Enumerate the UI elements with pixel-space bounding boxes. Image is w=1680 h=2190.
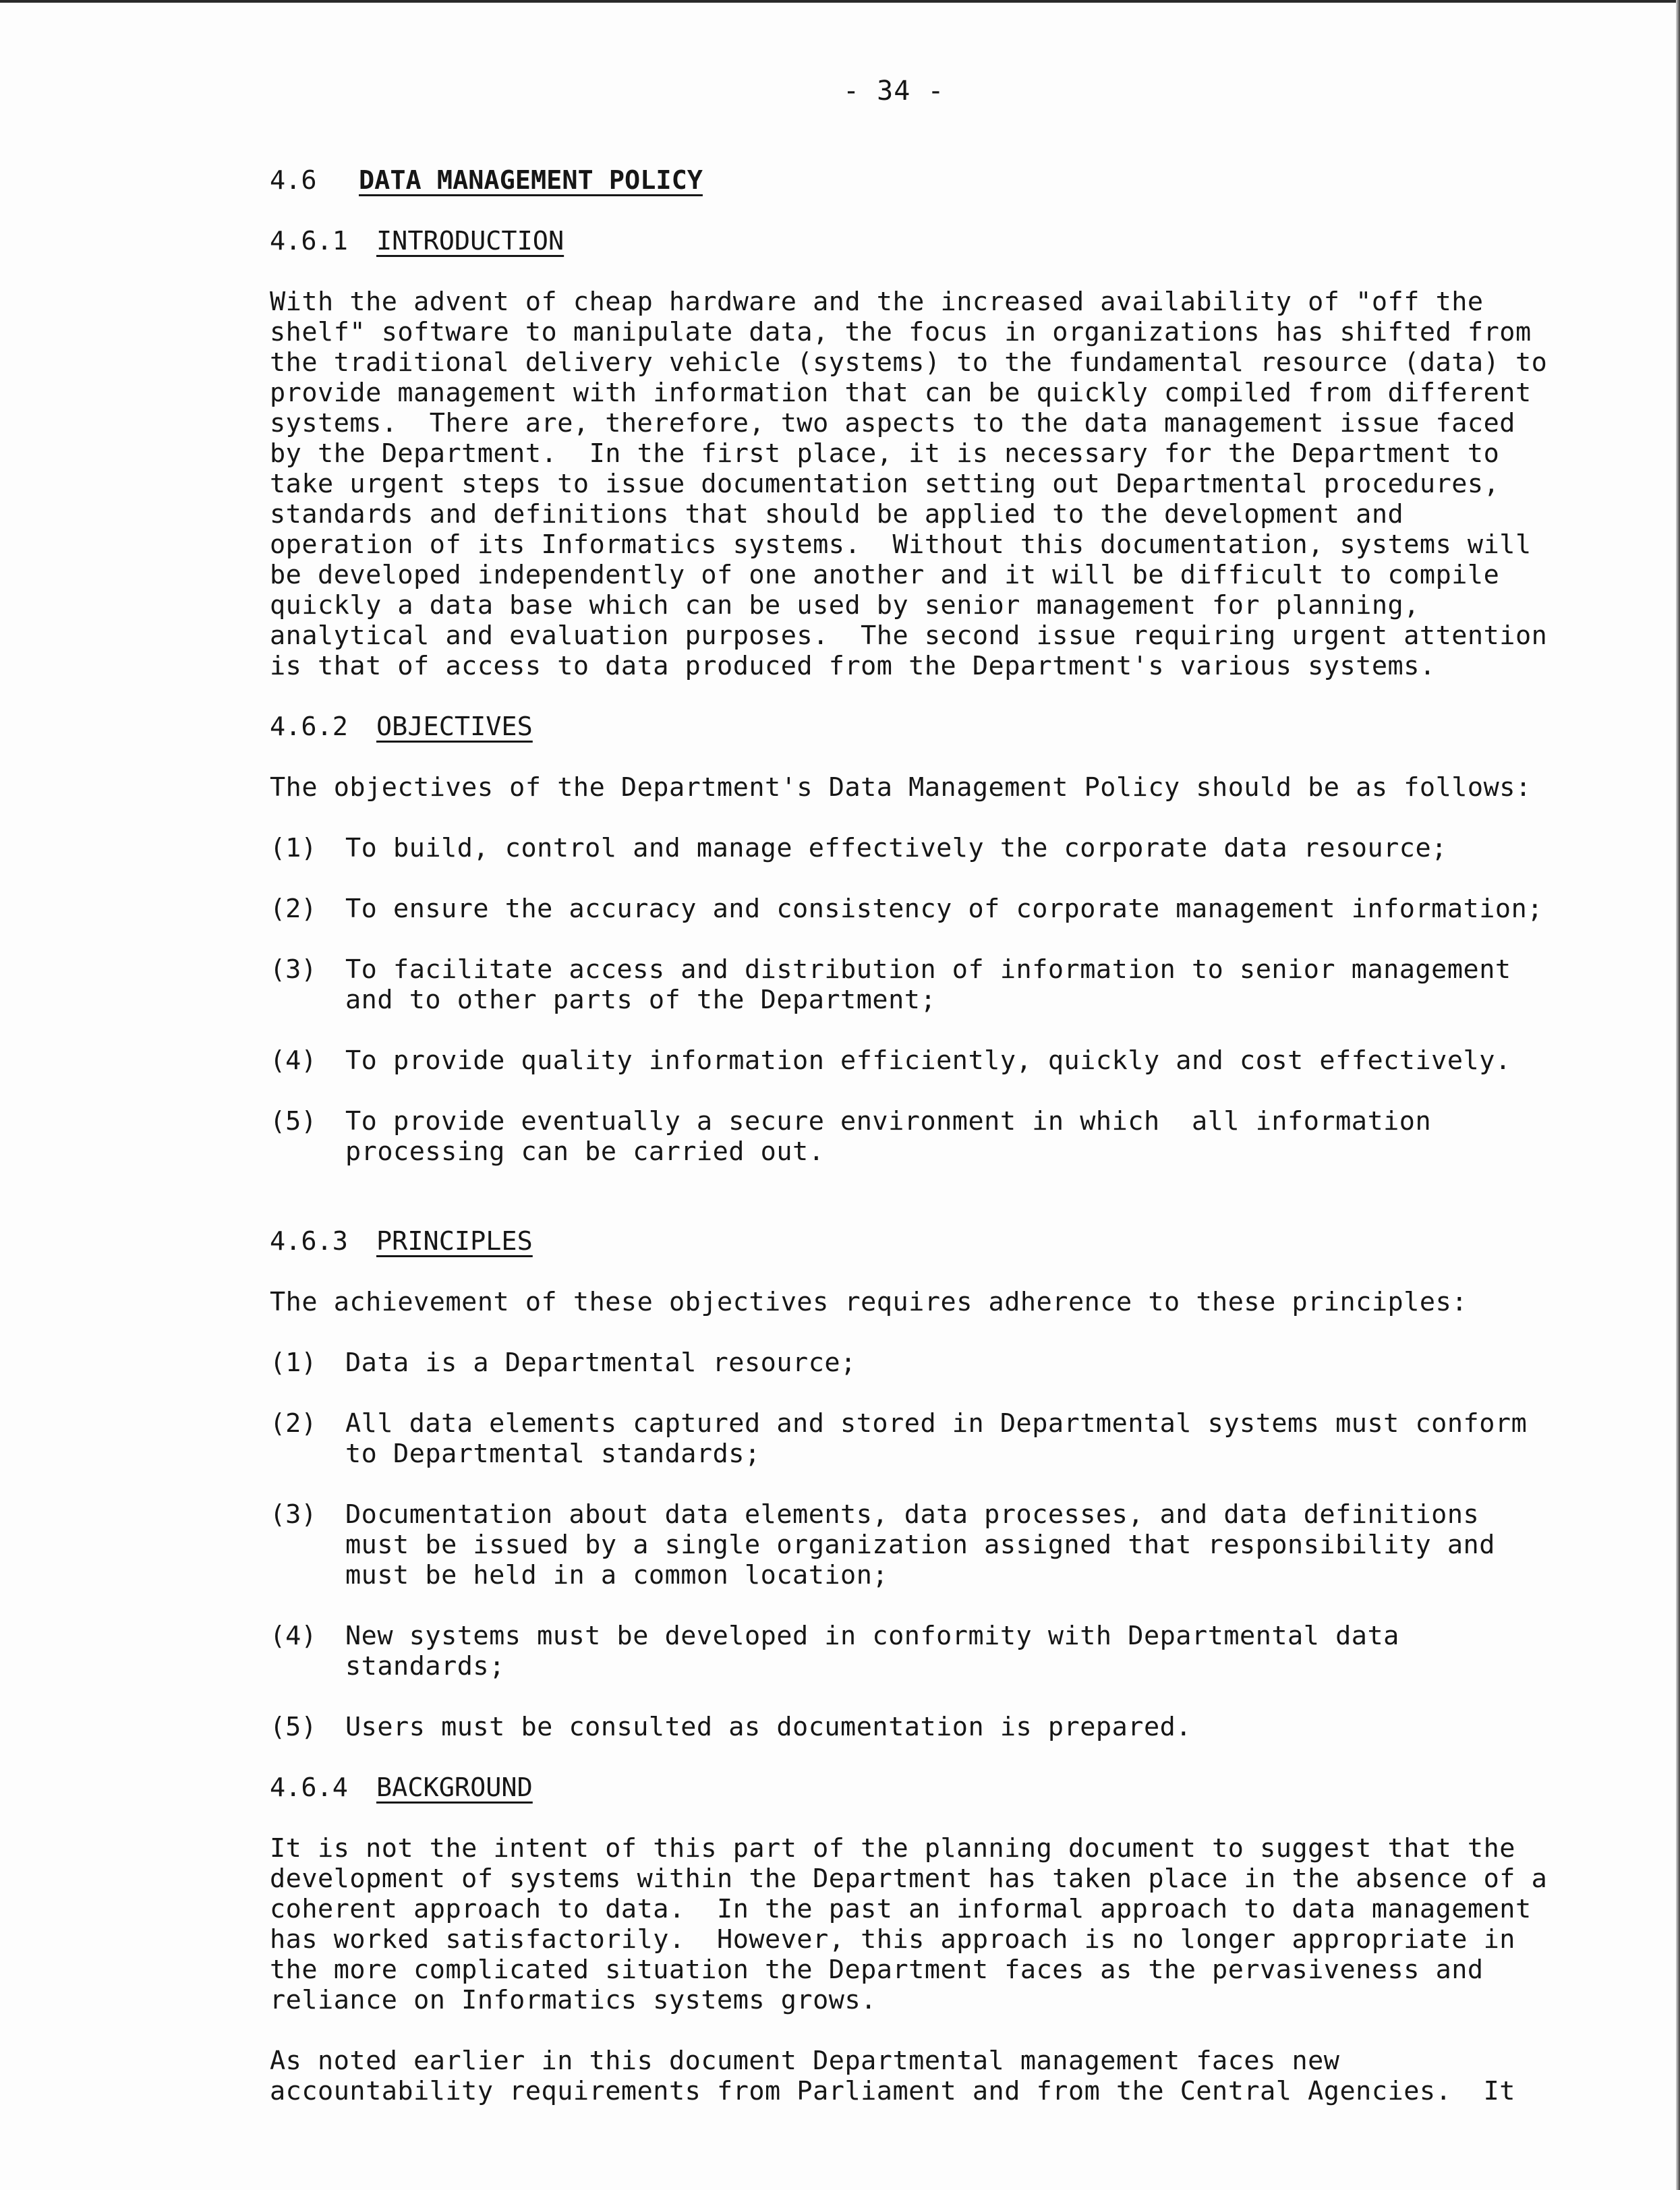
list-line: To provide eventually a secure environment in which all information bbox=[345, 1106, 1432, 1136]
paragraph-line: analytical and evaluation purposes. The second issue requiring urgent attention bbox=[270, 621, 1548, 651]
page-number: - 34 - bbox=[843, 76, 945, 107]
objectives-title: OBJECTIVES bbox=[376, 712, 533, 742]
background-title: BACKGROUND bbox=[376, 1773, 533, 1803]
paragraph-line: standards and definitions that should be applied to the development and bbox=[270, 499, 1404, 529]
background-paragraph-2 bbox=[270, 2046, 1515, 2106]
paragraph-line: development of systems within the Department has taken place in the absence of a bbox=[270, 1864, 1548, 1894]
list-item bbox=[270, 1106, 1497, 1167]
paragraph-line: coherent approach to data. In the past an informal approach to data management bbox=[270, 1894, 1532, 1924]
background-paragraph-1 bbox=[270, 1833, 1548, 2015]
list-line: To build, control and manage effectively the corporate data resource; bbox=[345, 833, 1447, 863]
introduction-paragraph bbox=[270, 287, 1548, 681]
introduction-title: INTRODUCTION bbox=[376, 226, 564, 256]
list-line: Users must be consulted as documentation is prepared. bbox=[345, 1712, 1192, 1742]
list-item bbox=[270, 1712, 1497, 1742]
principles-title: PRINCIPLES bbox=[376, 1226, 533, 1257]
scan-edge-top bbox=[0, 0, 1680, 3]
list-line: Data is a Departmental resource; bbox=[345, 1348, 857, 1378]
list-line: to Departmental standards; bbox=[345, 1439, 761, 1469]
section-title: DATA MANAGEMENT POLICY bbox=[359, 165, 703, 196]
list-item bbox=[270, 894, 1543, 924]
list-line: To facilitate access and distribution of information to senior management bbox=[345, 954, 1511, 985]
list-line: All data elements captured and stored in Departmental systems must conform bbox=[345, 1408, 1528, 1439]
paragraph-line: operation of its Informatics systems. Without this documentation, systems will bbox=[270, 529, 1532, 560]
document-body bbox=[270, 162, 1548, 2106]
paragraph-line: shelf" software to manipulate data, the focus in organizations has shifted from bbox=[270, 317, 1532, 347]
list-line: and to other parts of the Department; bbox=[345, 985, 937, 1015]
list-line: must be issued by a single organization assigned that responsibility and bbox=[345, 1530, 1495, 1560]
list-marker: (4) bbox=[270, 1621, 317, 1651]
paragraph-line: As noted earlier in this document Departmental management faces new bbox=[270, 2046, 1340, 2076]
paragraph-line: by the Department. In the first place, it is necessary for the Department to bbox=[270, 438, 1500, 469]
objectives-heading bbox=[270, 712, 1497, 742]
background-heading bbox=[270, 1773, 1497, 1803]
list-line: standards; bbox=[345, 1651, 505, 1681]
paragraph-line: has worked satisfactorily. However, this approach is no longer appropriate in bbox=[270, 1924, 1515, 1955]
paragraph-line: take urgent steps to issue documentation setting out Departmental procedures, bbox=[270, 469, 1500, 499]
list-marker: (5) bbox=[270, 1106, 317, 1136]
list-line: must be held in a common location; bbox=[345, 1560, 889, 1590]
list-item bbox=[270, 1499, 1497, 1590]
paragraph-line: It is not the intent of this part of the planning document to suggest that the bbox=[270, 1833, 1515, 1864]
list-item bbox=[270, 1408, 1528, 1469]
list-marker: (3) bbox=[270, 954, 317, 985]
paragraph-line: reliance on Informatics systems grows. bbox=[270, 1985, 877, 2015]
list-line: To provide quality information efficiently, quickly and cost effectively. bbox=[345, 1045, 1511, 1076]
paragraph-line: quickly a data base which can be used by senior management for planning, bbox=[270, 590, 1420, 621]
paragraph-line: accountability requirements from Parliament and from the Central Agencies. It bbox=[270, 2076, 1515, 2106]
list-marker: (2) bbox=[270, 1408, 317, 1439]
introduction-heading bbox=[270, 226, 1497, 256]
introduction-number: 4.6.1 bbox=[270, 226, 348, 256]
list-item bbox=[270, 1045, 1511, 1076]
paragraph-line: be developed independently of one another and it will be difficult to compile bbox=[270, 560, 1500, 590]
principles-number: 4.6.3 bbox=[270, 1226, 348, 1257]
section-heading bbox=[270, 165, 1497, 196]
list-line: New systems must be developed in conformity with Departmental data bbox=[345, 1621, 1399, 1651]
principles-intro: The achievement of these objectives requires adherence to these principles: bbox=[270, 1287, 1468, 1317]
objectives-number: 4.6.2 bbox=[270, 712, 348, 742]
list-line: Documentation about data elements, data processes, and data definitions bbox=[345, 1499, 1480, 1530]
list-item bbox=[270, 1621, 1497, 1681]
paragraph-line: the more complicated situation the Department faces as the pervasiveness and bbox=[270, 1955, 1484, 1985]
paragraph-line: the traditional delivery vehicle (systems) to the fundamental resource (data) to bbox=[270, 347, 1548, 378]
list-line: processing can be carried out. bbox=[345, 1136, 825, 1167]
list-marker: (4) bbox=[270, 1045, 317, 1076]
principles-heading bbox=[270, 1226, 1497, 1257]
list-item bbox=[270, 1348, 1497, 1378]
paragraph-line: With the advent of cheap hardware and the increased availability of "off the bbox=[270, 287, 1484, 317]
list-item bbox=[270, 954, 1511, 1015]
scan-edge-right bbox=[1676, 0, 1680, 2190]
list-marker: (5) bbox=[270, 1712, 317, 1742]
list-marker: (3) bbox=[270, 1499, 317, 1530]
paragraph-line: systems. There are, therefore, two aspects to the data management issue faced bbox=[270, 408, 1515, 438]
paragraph-line: is that of access to data produced from the Department's various systems. bbox=[270, 651, 1436, 681]
list-marker: (1) bbox=[270, 1348, 317, 1378]
background-number: 4.6.4 bbox=[270, 1773, 348, 1803]
list-item bbox=[270, 833, 1497, 863]
list-marker: (1) bbox=[270, 833, 317, 863]
paragraph-line: provide management with information that can be quickly compiled from different bbox=[270, 378, 1532, 408]
objectives-intro: The objectives of the Department's Data Management Policy should be as follows: bbox=[270, 772, 1532, 803]
list-line: To ensure the accuracy and consistency of corporate management information; bbox=[345, 894, 1543, 924]
list-marker: (2) bbox=[270, 894, 317, 924]
section-number: 4.6 bbox=[270, 165, 317, 196]
